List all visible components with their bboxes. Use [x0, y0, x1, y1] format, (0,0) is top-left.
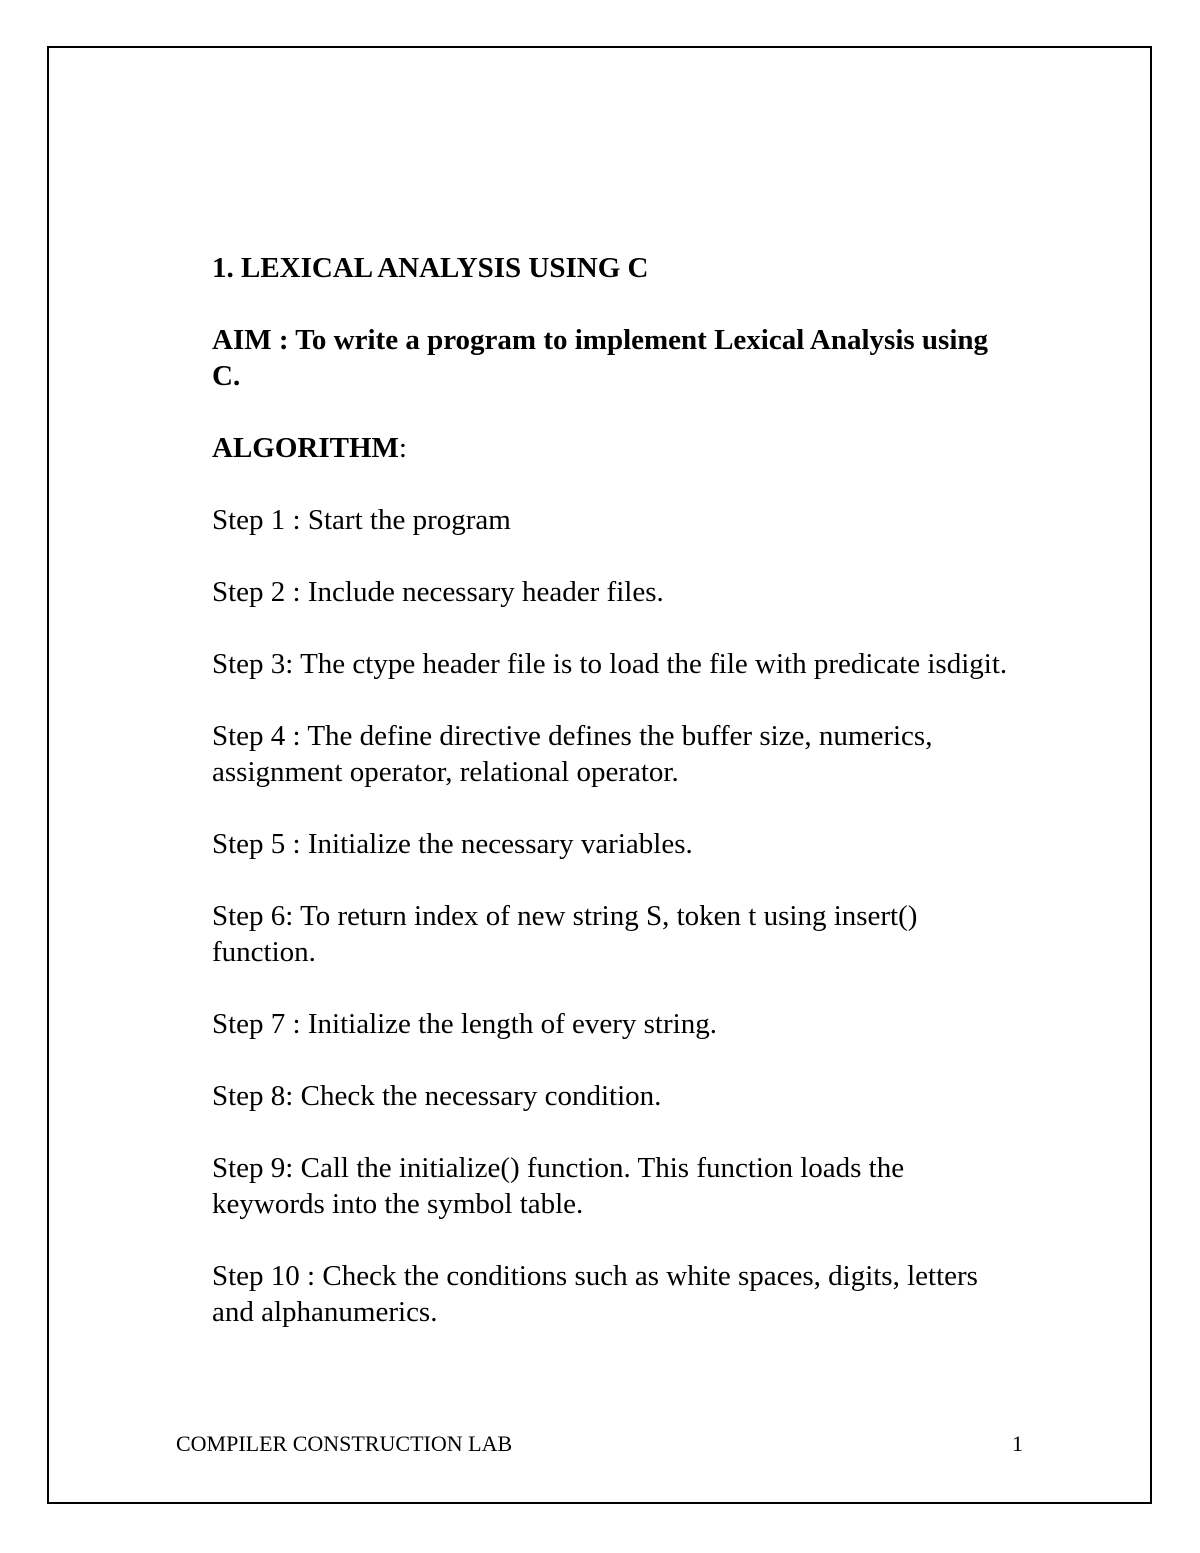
step-item: Step 6: To return index of new string S, token t using insert() function. [212, 900, 918, 968]
algorithm-colon: : [398, 432, 407, 464]
step-item: Step 9: Call the initialize() function. This function loads the keywords into the symbol table. [212, 1152, 905, 1220]
algorithm-label: ALGORITHM [212, 432, 399, 464]
footer-title: COMPILER CONSTRUCTION LAB [176, 1431, 513, 1456]
step-item: Step 7 : Initialize the length of every string. [212, 1008, 717, 1040]
step-item: Step 10 : Check the conditions such as white spaces, digits, letters and alphanumerics. [212, 1260, 978, 1328]
document-body [212, 250, 1012, 1330]
algorithm-heading [212, 430, 1012, 466]
step-item: Step 8: Check the necessary condition. [212, 1080, 662, 1112]
step-item: Step 1 : Start the program [212, 504, 511, 536]
step-item: Step 2 : Include necessary header files. [212, 576, 664, 608]
aim-statement: AIM : To write a program to implement Lexical Analysis using C. [212, 324, 989, 392]
section-heading: 1. LEXICAL ANALYSIS USING C [212, 252, 649, 284]
step-item: Step 5 : Initialize the necessary variables. [212, 828, 693, 860]
step-item: Step 3: The ctype header file is to load the file with predicate isdigit. [212, 648, 1008, 680]
page-number: 1 [1012, 1431, 1023, 1456]
step-item: Step 4 : The define directive defines the buffer size, numerics, assignment operator, relational operator. [212, 720, 933, 788]
